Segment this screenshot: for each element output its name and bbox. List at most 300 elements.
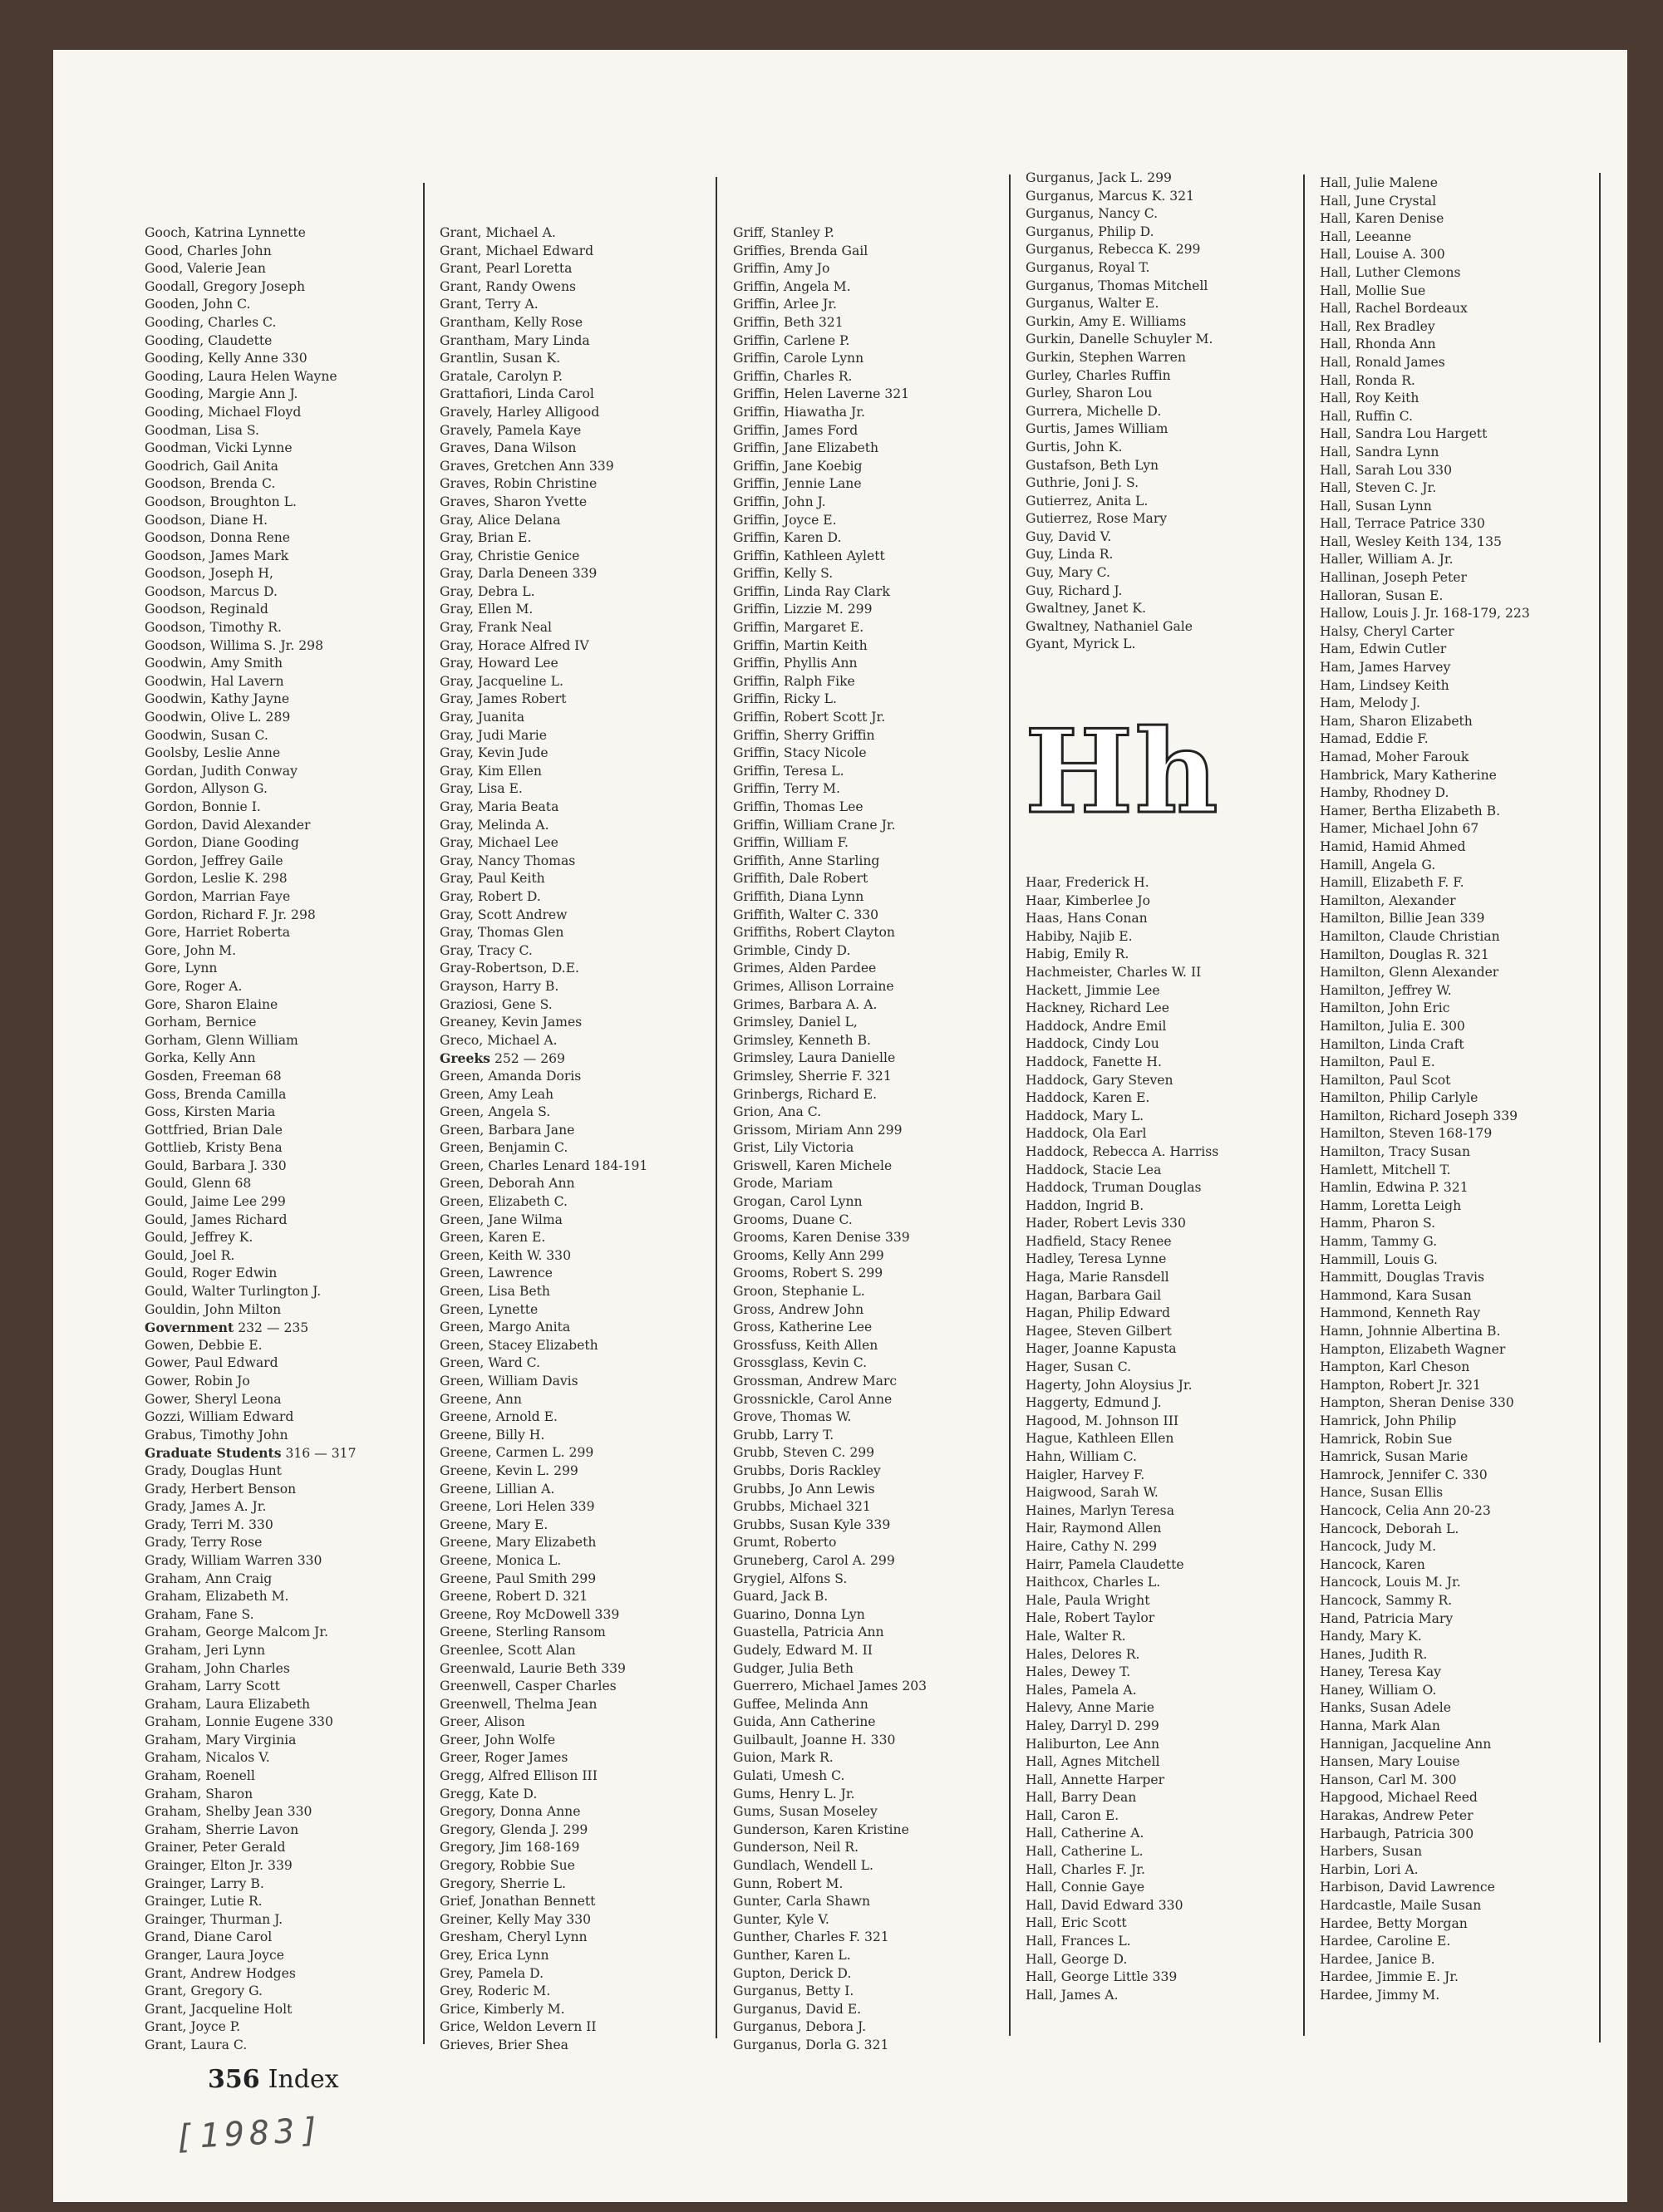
index-entry: Graham, Nicalos V. bbox=[145, 1750, 270, 1766]
index-entry: Gray-Robertson, D.E. bbox=[440, 961, 579, 976]
index-entry: Grady, Terri M. 330 bbox=[145, 1516, 273, 1532]
index-entry: Grant, Michael A. bbox=[440, 225, 556, 240]
index-entry: Grimsley, Kenneth B. bbox=[733, 1032, 872, 1048]
index-entry bbox=[145, 1319, 357, 1337]
index-entry: Haar, Kimberlee Jo bbox=[1026, 892, 1150, 908]
index-entry: Green, Lawrence bbox=[440, 1266, 554, 1281]
index-entry: Hansen, Mary Louise bbox=[1320, 1754, 1460, 1770]
index-entry: Hardee, Caroline E. bbox=[1320, 1934, 1451, 1949]
index-entry: Gottfried, Brian Dale bbox=[145, 1122, 283, 1138]
index-entry: Griffith, Diana Lynn bbox=[733, 888, 864, 904]
index-entry: Grimes, Allison Lorraine bbox=[733, 978, 894, 994]
index-entry: Griffin, Teresa L. bbox=[733, 763, 844, 779]
index-entry: Green, Barbara Jane bbox=[440, 1122, 575, 1138]
index-entry: Gray, Howard Lee bbox=[440, 656, 558, 671]
index-column-4-h-entries bbox=[1026, 874, 1218, 2004]
index-entry: Hall, George Little 339 bbox=[1026, 1969, 1178, 1985]
index-entry: Hamill, Elizabeth F. F. bbox=[1320, 875, 1464, 891]
index-entry: Gower, Paul Edward bbox=[145, 1355, 278, 1371]
index-entry: Griffin, Carlene P. bbox=[733, 332, 850, 348]
index-entry: Hamilton, Tracy Susan bbox=[1320, 1144, 1470, 1160]
index-entry: Greenwell, Thelma Jean bbox=[440, 1696, 598, 1712]
index-entry: Hamilton, Jeffrey W. bbox=[1320, 982, 1452, 998]
index-entry: Grant, Joyce P. bbox=[145, 2019, 241, 2035]
index-entry: Gurley, Charles Ruffin bbox=[1026, 367, 1171, 383]
index-entry: Hamilton, Glenn Alexander bbox=[1320, 965, 1499, 981]
index-entry: Grainger, Elton Jr. 339 bbox=[145, 1858, 293, 1874]
index-entry: Gross, Andrew John bbox=[733, 1301, 864, 1317]
index-entry: Gunther, Charles F. 321 bbox=[733, 1929, 889, 1945]
index-entry: Grady, Terry Rose bbox=[145, 1535, 263, 1551]
index-entry: Hall, Ronald James bbox=[1320, 354, 1445, 370]
index-entry: Grossman, Andrew Marc bbox=[733, 1374, 898, 1389]
index-column-2 bbox=[440, 224, 647, 2055]
index-entry: Gratale, Carolyn P. bbox=[440, 368, 563, 384]
index-entry: Gunderson, Karen Kristine bbox=[733, 1821, 909, 1837]
index-entry: Hall, Steven C. Jr. bbox=[1320, 480, 1437, 496]
index-entry: Gray, Juanita bbox=[440, 710, 525, 725]
index-entry: Gower, Sheryl Leona bbox=[145, 1391, 282, 1407]
index-page bbox=[53, 50, 1627, 2202]
index-entry: Grice, Weldon Levern II bbox=[440, 2019, 597, 2035]
index-entry: Hammond, Kenneth Ray bbox=[1320, 1305, 1481, 1321]
index-entry: Granger, Laura Joyce bbox=[145, 1948, 284, 1963]
index-entry: Grumt, Roberto bbox=[733, 1535, 837, 1551]
index-column-3 bbox=[733, 224, 927, 2055]
index-entry: Hamad, Eddie F. bbox=[1320, 731, 1429, 747]
index-entry: Greene, Robert D. 321 bbox=[440, 1589, 588, 1605]
index-column-4 bbox=[1026, 170, 1213, 654]
index-entry: Haddock, Ola Earl bbox=[1026, 1126, 1147, 1142]
index-entry: Griff, Stanley P. bbox=[733, 225, 834, 240]
index-entry: Greco, Michael A. bbox=[440, 1032, 558, 1048]
section-entry-name: Government bbox=[145, 1320, 234, 1336]
index-entry: Grimes, Alden Pardee bbox=[733, 961, 877, 976]
index-entry: Griffin, William F. bbox=[733, 835, 849, 851]
index-entry: Goodson, Broughton L. bbox=[145, 494, 297, 509]
index-entry: Hall, Catherine L. bbox=[1026, 1844, 1144, 1860]
index-entry: Halevy, Anne Marie bbox=[1026, 1700, 1155, 1716]
index-entry: Greene, Arnold E. bbox=[440, 1409, 558, 1425]
index-column-1 bbox=[145, 224, 357, 2055]
index-entry: Gupton, Derick D. bbox=[733, 1965, 852, 1981]
index-entry: Gurganus, Walter E. bbox=[1026, 296, 1159, 312]
index-entry: Griffin, Linda Ray Clark bbox=[733, 583, 890, 599]
index-entry: Griffin, Joyce E. bbox=[733, 512, 837, 528]
index-entry: Halsy, Cheryl Carter bbox=[1320, 623, 1454, 639]
index-entry: Grubbs, Susan Kyle 339 bbox=[733, 1516, 891, 1532]
index-entry: Greene, Paul Smith 299 bbox=[440, 1571, 597, 1586]
index-entry: Hamm, Loretta Leigh bbox=[1320, 1197, 1462, 1213]
index-entry: Gray, Kevin Jude bbox=[440, 745, 549, 761]
index-entry: Ham, James Harvey bbox=[1320, 660, 1451, 676]
index-entry: Hale, Robert Taylor bbox=[1026, 1610, 1155, 1626]
index-entry: Gray, James Robert bbox=[440, 691, 567, 707]
index-entry: Hackett, Jimmie Lee bbox=[1026, 982, 1160, 998]
index-entry: Griffin, Thomas Lee bbox=[733, 799, 863, 814]
index-entry: Gould, Walter Turlington J. bbox=[145, 1284, 322, 1300]
index-entry: Grant, Michael Edward bbox=[440, 243, 594, 258]
index-entry: Greenwald, Laurie Beth 339 bbox=[440, 1660, 626, 1676]
index-entry: Hall, Eric Scott bbox=[1026, 1915, 1127, 1931]
index-entry: Gray, Horace Alfred IV bbox=[440, 637, 589, 653]
index-entry: Hamilton, Richard Joseph 339 bbox=[1320, 1108, 1518, 1123]
index-entry: Griffin, Jane Elizabeth bbox=[733, 440, 879, 456]
index-entry: Greene, Ann bbox=[440, 1391, 522, 1407]
index-entry: Graham, Larry Scott bbox=[145, 1679, 280, 1694]
index-entry: Gray, Darla Deneen 339 bbox=[440, 566, 598, 582]
index-entry: Gregg, Alfred Ellison III bbox=[440, 1768, 598, 1784]
section-entry-pages: 316 — 317 bbox=[285, 1446, 357, 1462]
index-entry: Gordon, Bonnie I. bbox=[145, 799, 261, 814]
index-entry: Hamby, Rhodney D. bbox=[1320, 785, 1449, 801]
index-entry: Haines, Marlyn Teresa bbox=[1026, 1502, 1174, 1518]
index-entry: Gurkin, Stephen Warren bbox=[1026, 349, 1186, 365]
index-entry: Hamilton, Paul Scot bbox=[1320, 1072, 1451, 1088]
index-entry: Grant, Jacqueline Holt bbox=[145, 2001, 293, 2017]
index-entry: Gundlach, Wendell L. bbox=[733, 1858, 873, 1874]
index-entry: Gurganus, Thomas Mitchell bbox=[1026, 278, 1208, 293]
index-entry: Grainger, Lutie R. bbox=[145, 1894, 263, 1910]
index-entry: Grady, Herbert Benson bbox=[145, 1481, 297, 1497]
index-entry: Goodson, Diane H. bbox=[145, 512, 268, 528]
index-entry: Hancock, Louis M. Jr. bbox=[1320, 1575, 1461, 1590]
index-entry: Green, Keith W. 330 bbox=[440, 1247, 572, 1263]
index-entry: Grubbs, Jo Ann Lewis bbox=[733, 1481, 875, 1497]
section-letter-heading: Hh bbox=[1025, 704, 1220, 839]
index-entry: Hagan, Barbara Gail bbox=[1026, 1287, 1162, 1303]
index-entry: Graham, Mary Virginia bbox=[145, 1732, 297, 1747]
index-entry: Grossglass, Kevin C. bbox=[733, 1355, 868, 1371]
index-entry: Haney, William O. bbox=[1320, 1682, 1437, 1698]
index-entry: Hammond, Kara Susan bbox=[1320, 1287, 1472, 1303]
index-entry: Hallinan, Joseph Peter bbox=[1320, 570, 1467, 586]
section-entry-pages: 252 — 269 bbox=[494, 1051, 565, 1067]
index-entry: Hamill, Angela G. bbox=[1320, 857, 1436, 873]
index-entry: Gudely, Edward M. II bbox=[733, 1642, 873, 1658]
index-entry: Hamilton, Billie Jean 339 bbox=[1320, 911, 1485, 927]
index-entry: Haddock, Rebecca A. Harriss bbox=[1026, 1143, 1219, 1159]
index-entry: Gums, Henry L. Jr. bbox=[733, 1786, 855, 1802]
index-entry: Griffin, Stacy Nicole bbox=[733, 745, 867, 761]
index-entry: Green, Benjamin C. bbox=[440, 1140, 568, 1156]
index-entry: Grant, Randy Owens bbox=[440, 278, 577, 294]
index-entry: Good, Valerie Jean bbox=[145, 261, 266, 277]
index-entry: Hamrick, John Philip bbox=[1320, 1413, 1457, 1428]
index-entry: Hales, Dewey T. bbox=[1026, 1664, 1131, 1680]
index-entry: Gray, Robert D. bbox=[440, 888, 541, 904]
index-entry: Graves, Dana Wilson bbox=[440, 440, 577, 456]
index-entry: Grantlin, Susan K. bbox=[440, 351, 561, 366]
index-entry: Grygiel, Alfons S. bbox=[733, 1571, 848, 1586]
index-entry: Grattafiori, Linda Carol bbox=[440, 386, 594, 402]
index-entry: Guerrero, Michael James 203 bbox=[733, 1679, 927, 1694]
index-entry: Habig, Emily R. bbox=[1026, 946, 1129, 962]
index-entry: Gruneberg, Carol A. 299 bbox=[733, 1552, 895, 1568]
index-entry: Gooden, John C. bbox=[145, 297, 251, 312]
index-entry: Hamm, Tammy G. bbox=[1320, 1234, 1438, 1250]
index-entry: Haddock, Gary Steven bbox=[1026, 1072, 1173, 1088]
index-entry: Hand, Patricia Mary bbox=[1320, 1610, 1454, 1626]
index-entry: Hampton, Robert Jr. 321 bbox=[1320, 1377, 1481, 1393]
index-entry: Gregory, Jim 168-169 bbox=[440, 1840, 580, 1856]
index-entry: Hall, Agnes Mitchell bbox=[1026, 1754, 1160, 1770]
index-entry: Hall, Connie Gaye bbox=[1026, 1880, 1145, 1895]
index-entry: Habiby, Najib E. bbox=[1026, 928, 1133, 944]
index-entry: Green, Amanda Doris bbox=[440, 1068, 582, 1084]
index-entry: Griffin, Carole Lynn bbox=[733, 351, 864, 366]
index-entry: Griffies, Brenda Gail bbox=[733, 243, 868, 258]
index-entry: Gurganus, Jack L. 299 bbox=[1026, 170, 1172, 185]
index-entry: Gray, Alice Delana bbox=[440, 512, 561, 528]
index-entry: Grainger, Thurman J. bbox=[145, 1911, 283, 1927]
index-entry: Grimsley, Laura Danielle bbox=[733, 1050, 896, 1066]
index-entry: Gray, Frank Neal bbox=[440, 620, 553, 636]
index-entry: Gray, Lisa E. bbox=[440, 781, 523, 797]
index-entry: Gray, Maria Beata bbox=[440, 799, 559, 814]
index-entry: Grabus, Timothy John bbox=[145, 1427, 288, 1443]
index-entry: Hall, George D. bbox=[1026, 1951, 1128, 1967]
index-entry: Gordon, Diane Gooding bbox=[145, 835, 299, 851]
index-entry: Hall, Leeanne bbox=[1320, 229, 1412, 244]
index-entry: Hamilton, Steven 168-179 bbox=[1320, 1126, 1493, 1142]
index-entry: Gurtis, James William bbox=[1026, 421, 1169, 437]
index-entry: Gottlieb, Kristy Bena bbox=[145, 1140, 283, 1156]
index-entry: Grubb, Larry T. bbox=[733, 1427, 834, 1443]
index-entry: Gurkin, Danelle Schuyler M. bbox=[1026, 332, 1213, 347]
index-entry: Hampton, Karl Cheson bbox=[1320, 1359, 1470, 1375]
index-entry: Hamid, Hamid Ahmed bbox=[1320, 838, 1466, 854]
index-entry: Grant, Gregory G. bbox=[145, 1983, 263, 1999]
index-entry: Greene, Roy McDowell 339 bbox=[440, 1606, 620, 1622]
index-entry: Griffin, Kathleen Aylett bbox=[733, 548, 885, 563]
index-entry: Griffin, Amy Jo bbox=[733, 261, 830, 277]
index-entry: Gurganus, Debora J. bbox=[733, 2019, 867, 2035]
index-entry: Gorka, Kelly Ann bbox=[145, 1050, 256, 1066]
section-entry-pages: 232 — 235 bbox=[238, 1320, 309, 1336]
index-entry: Gutierrez, Anita L. bbox=[1026, 493, 1149, 509]
index-entry: Goodson, James Mark bbox=[145, 548, 289, 563]
index-entry: Hall, Roy Keith bbox=[1320, 391, 1419, 406]
index-entry: Guion, Mark R. bbox=[733, 1750, 834, 1766]
index-entry: Griffin, Terry M. bbox=[733, 781, 840, 797]
index-entry: Hamm, Pharon S. bbox=[1320, 1216, 1436, 1231]
index-entry: Graham, Jeri Lynn bbox=[145, 1642, 266, 1658]
index-entry: Grubbs, Michael 321 bbox=[733, 1499, 871, 1515]
index-entry: Gray, Jacqueline L. bbox=[440, 673, 563, 689]
index-entry: Grossnickle, Carol Anne bbox=[733, 1391, 893, 1407]
index-entry: Ham, Edwin Cutler bbox=[1320, 641, 1447, 657]
index-entry: Guy, Linda R. bbox=[1026, 547, 1114, 563]
index-entry: Green, Elizabeth C. bbox=[440, 1194, 568, 1210]
index-entry: Gray, Kim Ellen bbox=[440, 763, 542, 779]
index-entry: Graham, Ann Craig bbox=[145, 1571, 273, 1586]
index-entry: Gooding, Michael Floyd bbox=[145, 404, 302, 420]
index-entry: Hamlin, Edwina P. 321 bbox=[1320, 1180, 1469, 1196]
index-entry: Gurrera, Michelle D. bbox=[1026, 403, 1162, 419]
index-entry: Gurganus, Nancy C. bbox=[1026, 206, 1159, 222]
index-entry: Hager, Joanne Kapusta bbox=[1026, 1341, 1177, 1357]
index-entry: Goodwin, Olive L. 289 bbox=[145, 710, 291, 725]
index-entry: Gyant, Myrick L. bbox=[1026, 637, 1136, 652]
index-entry: Griffin, James Ford bbox=[733, 422, 859, 438]
index-entry: Graham, John Charles bbox=[145, 1660, 290, 1676]
index-entry: Hall, Rachel Bordeaux bbox=[1320, 301, 1468, 317]
index-entry: Hampton, Elizabeth Wagner bbox=[1320, 1341, 1506, 1357]
index-entry: Graham, Laura Elizabeth bbox=[145, 1696, 311, 1712]
index-entry: Green, Amy Leah bbox=[440, 1086, 554, 1102]
index-entry: Grayson, Harry B. bbox=[440, 978, 559, 994]
index-entry: Gray, Judi Marie bbox=[440, 727, 548, 743]
index-entry: Ham, Sharon Elizabeth bbox=[1320, 713, 1473, 729]
index-entry: Hales, Delores R. bbox=[1026, 1646, 1140, 1662]
index-entry: Gordan, Judith Conway bbox=[145, 763, 298, 779]
index-entry: Gooding, Laura Helen Wayne bbox=[145, 368, 337, 384]
index-entry: Hall, Julie Malene bbox=[1320, 175, 1438, 190]
index-entry: Gunn, Robert M. bbox=[733, 1875, 844, 1891]
index-entry: Hadfield, Stacy Renee bbox=[1026, 1233, 1172, 1249]
index-entry: Griffith, Anne Starling bbox=[733, 853, 880, 868]
index-entry: Hagee, Steven Gilbert bbox=[1026, 1323, 1172, 1339]
index-entry: Grady, James A. Jr. bbox=[145, 1499, 267, 1515]
index-entry: Goodson, Donna Rene bbox=[145, 530, 291, 546]
index-entry: Goodwin, Amy Smith bbox=[145, 656, 283, 671]
index-entry: Griffin, Arlee Jr. bbox=[733, 297, 837, 312]
index-entry: Greer, John Wolfe bbox=[440, 1732, 556, 1747]
index-entry: Greene, Billy H. bbox=[440, 1427, 545, 1443]
index-entry: Hancock, Deborah L. bbox=[1320, 1521, 1459, 1536]
index-entry: Hamrock, Jennifer C. 330 bbox=[1320, 1467, 1488, 1482]
index-entry: Grant, Terry A. bbox=[440, 297, 539, 312]
index-entry: Haley, Darryl D. 299 bbox=[1026, 1718, 1159, 1733]
section-entry-name: Graduate Students bbox=[145, 1445, 282, 1462]
index-entry: Hall, June Crystal bbox=[1320, 193, 1437, 209]
index-entry: Gooding, Kelly Anne 330 bbox=[145, 351, 308, 366]
index-entry: Graham, Roenell bbox=[145, 1768, 255, 1784]
index-entry: Graham, Shelby Jean 330 bbox=[145, 1804, 312, 1820]
index-entry: Gorham, Bernice bbox=[145, 1015, 257, 1030]
index-entry: Griffin, Hiawatha Jr. bbox=[733, 404, 865, 420]
index-entry: Hall, James A. bbox=[1026, 1987, 1119, 2003]
index-entry: Griffin, Charles R. bbox=[733, 368, 853, 384]
index-entry: Gunderson, Neil R. bbox=[733, 1840, 859, 1856]
index-entry: Graves, Robin Christine bbox=[440, 476, 598, 492]
index-entry: Griffin, Ralph Fike bbox=[733, 673, 855, 689]
index-entry: Hallow, Louis J. Jr. 168-179, 223 bbox=[1320, 606, 1530, 622]
index-entry: Green, Lisa Beth bbox=[440, 1284, 550, 1300]
index-entry: Griffin, Beth 321 bbox=[733, 314, 844, 330]
index-entry: Hamilton, Julia E. 300 bbox=[1320, 1018, 1465, 1034]
index-entry: Graziosi, Gene S. bbox=[440, 996, 553, 1012]
index-entry: Hale, Walter R. bbox=[1026, 1628, 1126, 1644]
index-entry: Hall, Rhonda Ann bbox=[1320, 337, 1436, 352]
index-entry: Graham, Sharon bbox=[145, 1786, 253, 1802]
column-rule bbox=[423, 183, 425, 2044]
index-entry: Haigler, Harvey F. bbox=[1026, 1467, 1145, 1482]
index-entry: Hamilton, Paul E. bbox=[1320, 1054, 1435, 1070]
index-entry: Hague, Kathleen Ellen bbox=[1026, 1431, 1174, 1447]
index-entry: Griffin, Phyllis Ann bbox=[733, 656, 858, 671]
index-entry: Gurganus, Marcus K. 321 bbox=[1026, 188, 1195, 204]
index-entry: Hamer, Bertha Elizabeth B. bbox=[1320, 803, 1501, 818]
index-entry: Gould, Roger Edwin bbox=[145, 1266, 278, 1281]
index-entry: Griffin, Kelly S. bbox=[733, 566, 834, 582]
index-entry: Grooms, Robert S. 299 bbox=[733, 1266, 883, 1281]
index-entry: Gooding, Margie Ann J. bbox=[145, 386, 298, 402]
index-entry: Haddock, Andre Emil bbox=[1026, 1018, 1167, 1034]
index-entry: Gordon, Richard F. Jr. 298 bbox=[145, 907, 316, 922]
index-entry: Hardcastle, Maile Susan bbox=[1320, 1898, 1482, 1913]
index-entry: Haggerty, Edmund J. bbox=[1026, 1395, 1162, 1411]
index-entry: Haddock, Karen E. bbox=[1026, 1090, 1150, 1106]
index-entry: Haas, Hans Conan bbox=[1026, 911, 1148, 927]
index-entry: Green, Charles Lenard 184-191 bbox=[440, 1158, 648, 1173]
index-entry: Gray, Tracy C. bbox=[440, 942, 533, 958]
index-entry: Haller, William A. Jr. bbox=[1320, 552, 1454, 568]
index-entry: Gurtis, John K. bbox=[1026, 439, 1123, 455]
index-entry: Gorham, Glenn William bbox=[145, 1032, 298, 1048]
index-entry: Guarino, Donna Lyn bbox=[733, 1606, 865, 1622]
index-entry: Grode, Mariam bbox=[733, 1176, 834, 1192]
index-entry: Greene, Mary Elizabeth bbox=[440, 1535, 597, 1551]
index-entry: Hall, Susan Lynn bbox=[1320, 498, 1432, 514]
index-entry: Gresham, Cheryl Lynn bbox=[440, 1929, 588, 1945]
index-entry: Grimble, Cindy D. bbox=[733, 942, 851, 958]
index-entry: Hales, Pamela A. bbox=[1026, 1682, 1137, 1698]
index-entry: Gums, Susan Moseley bbox=[733, 1804, 878, 1820]
footer-label: Index bbox=[268, 2065, 339, 2094]
index-entry: Hamad, Moher Farouk bbox=[1320, 750, 1469, 764]
index-entry: Greaney, Kevin James bbox=[440, 1015, 583, 1030]
index-entry: Grand, Diane Carol bbox=[145, 1929, 273, 1945]
index-entry: Gurganus, Philip D. bbox=[1026, 224, 1154, 239]
index-entry: Goodall, Gregory Joseph bbox=[145, 278, 306, 294]
index-entry: Grooms, Duane C. bbox=[733, 1212, 853, 1227]
index-entry: Hader, Robert Levis 330 bbox=[1026, 1216, 1186, 1231]
index-entry: Griswell, Karen Michele bbox=[733, 1158, 893, 1173]
index-entry: Grey, Roderic M. bbox=[440, 1983, 551, 1999]
index-entry: Gould, Glenn 68 bbox=[145, 1176, 252, 1192]
index-entry: Harbison, David Lawrence bbox=[1320, 1880, 1495, 1895]
index-entry: Hardee, Jimmy M. bbox=[1320, 1987, 1440, 2003]
index-entry: Hamrick, Susan Marie bbox=[1320, 1449, 1469, 1465]
index-entry: Gregory, Robbie Sue bbox=[440, 1858, 575, 1874]
index-entry: Hannigan, Jacqueline Ann bbox=[1320, 1736, 1492, 1752]
index-entry: Gore, John M. bbox=[145, 942, 237, 958]
index-entry: Goodwin, Kathy Jayne bbox=[145, 691, 290, 707]
index-entry: Gwaltney, Janet K. bbox=[1026, 601, 1146, 617]
index-entry: Hall, Sarah Lou 330 bbox=[1320, 462, 1453, 478]
index-entry: Guida, Ann Catherine bbox=[733, 1714, 876, 1730]
index-entry: Handy, Mary K. bbox=[1320, 1629, 1422, 1644]
index-entry: Gurganus, Dorla G. 321 bbox=[733, 2037, 889, 2052]
index-entry: Greene, Mary E. bbox=[440, 1516, 549, 1532]
index-entry: Gurganus, David E. bbox=[733, 2001, 862, 2017]
index-entry: Greer, Alison bbox=[440, 1714, 525, 1730]
index-entry: Hambrick, Mary Katherine bbox=[1320, 767, 1497, 783]
index-entry: Guy, Richard J. bbox=[1026, 582, 1123, 598]
index-entry: Griffin, Martin Keith bbox=[733, 637, 868, 653]
index-entry: Greene, Carmen L. 299 bbox=[440, 1445, 594, 1461]
index-entry: Goodwin, Hal Lavern bbox=[145, 673, 284, 689]
index-entry: Hapgood, Michael Reed bbox=[1320, 1790, 1478, 1806]
index-entry: Grimes, Barbara A. A. bbox=[733, 996, 878, 1012]
index-entry: Griffin, Jane Koebig bbox=[733, 458, 863, 474]
index-entry: Hall, Charles F. Jr. bbox=[1026, 1861, 1145, 1877]
index-entry: Hardee, Jimmie E. Jr. bbox=[1320, 1969, 1459, 1985]
index-entry: Griffin, Sherry Griffin bbox=[733, 727, 875, 743]
index-entry: Ham, Lindsey Keith bbox=[1320, 677, 1449, 693]
